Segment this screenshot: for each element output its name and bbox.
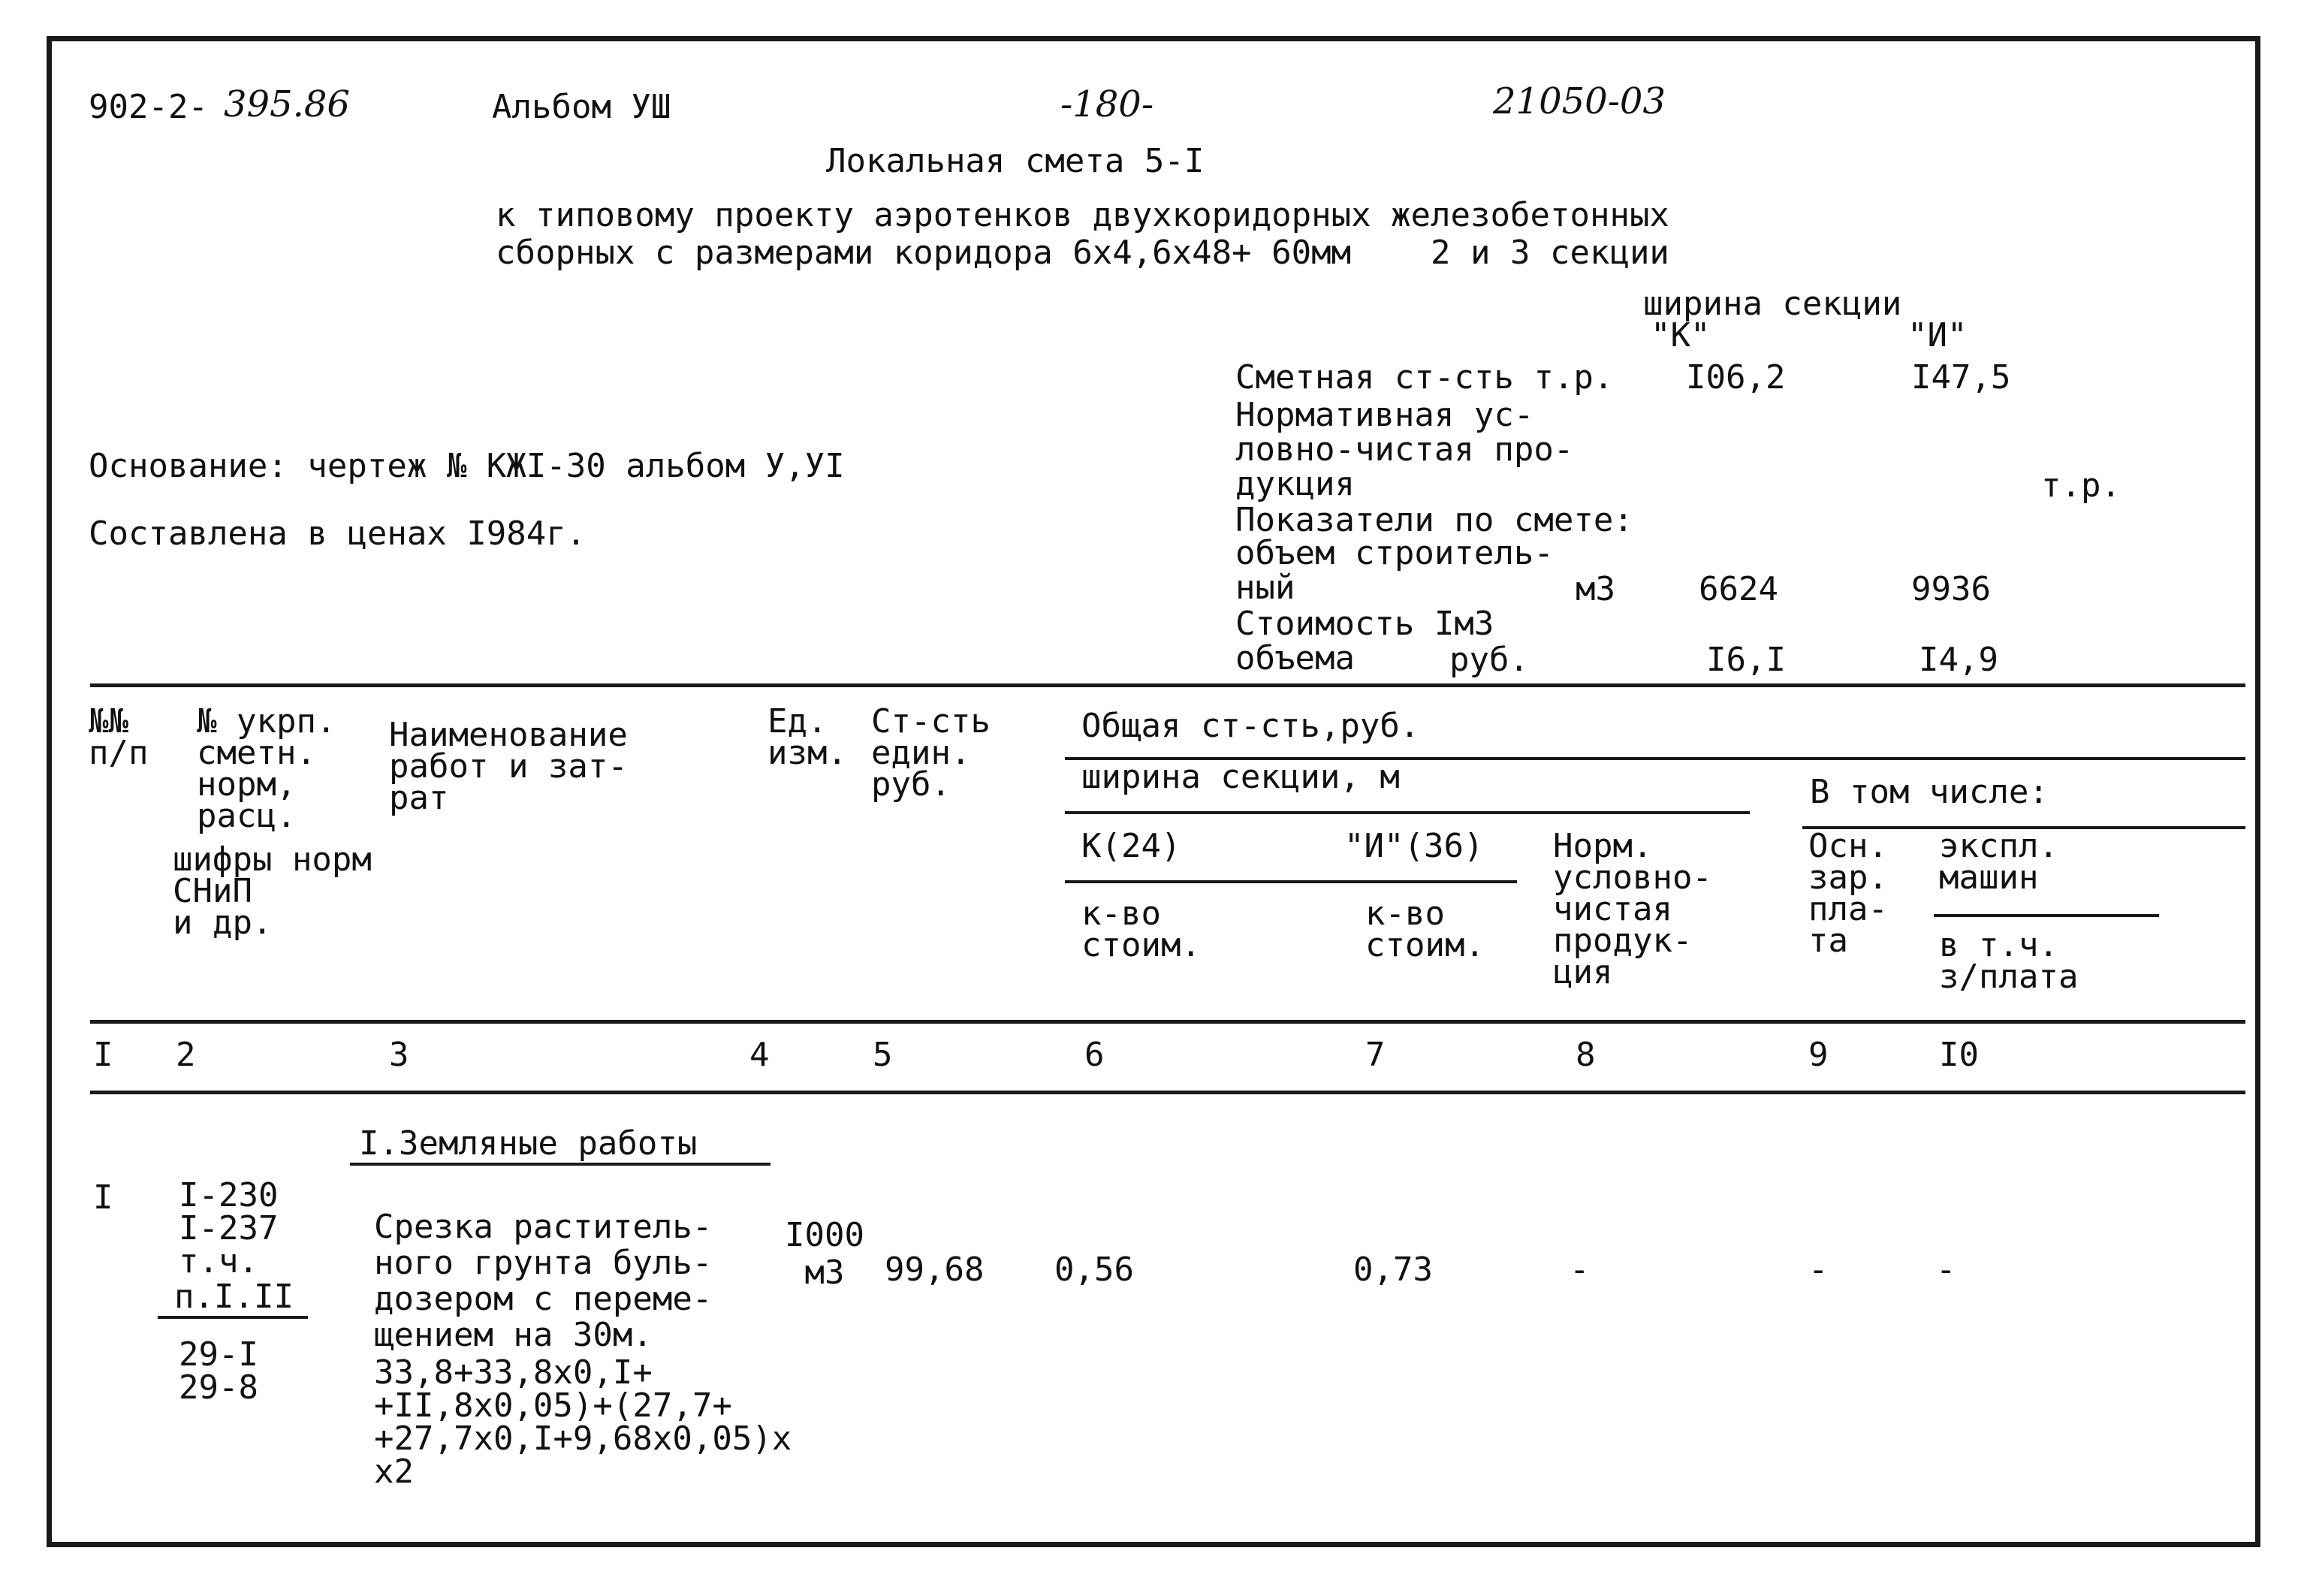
- volume-k: 6624: [1699, 570, 1778, 608]
- header-k24: К(24): [1081, 827, 1181, 865]
- column-number-7: 7: [1365, 1036, 1386, 1074]
- basis-prices: Составлена в ценах I984г.: [89, 514, 587, 553]
- header-norm-codes-extra: шифры норм СНиП и др.: [173, 840, 372, 942]
- row-work-name: Срезка раститель- ного грунта буль- дозером с переме- щением на 30м.: [374, 1208, 713, 1354]
- header-unit-price: Ст-сть един. руб.: [871, 702, 991, 804]
- row-norm-codes-underlined: п.I.II: [174, 1278, 294, 1316]
- header-base-salary: Осн. зар. пла- та: [1808, 827, 1888, 960]
- column-number-1: I: [93, 1036, 113, 1074]
- header-work-name: Наименование работ и зат- рат: [389, 716, 628, 817]
- column-number-10: I0: [1939, 1036, 1979, 1074]
- unit-cost-k: I6,I: [1706, 641, 1786, 679]
- header-norm-codes: № укрп. сметн. норм, расц.: [197, 702, 336, 835]
- row-norm-codes-extra: 29-I 29-8: [179, 1335, 258, 1407]
- row-calculation: 33,8+33,8х0,I+ +II,8х0,05)+(27,7+ +27,7х0,I+9,68х0,05)х х2: [374, 1353, 792, 1491]
- archive-number: 21050-03: [1493, 80, 1666, 122]
- section-title-underline: [350, 1163, 771, 1166]
- estimate-subtitle-line1: к типовому проекту аэротенков двухкоридорных железобетонных: [496, 196, 1669, 234]
- row-norm-codes: I-230 I-237 т.ч.: [179, 1176, 279, 1281]
- header-row-number: №№ п/п: [89, 702, 149, 772]
- page-number: -180-: [1060, 83, 1154, 125]
- basis-drawing: Основание: чертеж № КЖI-30 альбом У,УI: [89, 447, 845, 485]
- row-cost-i: 0,73: [1353, 1251, 1433, 1289]
- summary-col-i: "И": [1907, 316, 1968, 354]
- row-base-salary: -: [1808, 1251, 1829, 1289]
- header-norm-product: Норм. условно- чистая продук- ция: [1553, 827, 1712, 991]
- estimate-title: Локальная смета 5-I: [826, 142, 1205, 180]
- column-numbers-rule: [90, 1091, 2245, 1094]
- row-cost-k: 0,56: [1054, 1251, 1134, 1289]
- header-total-cost: Общая ст-сть,руб.: [1081, 707, 1420, 745]
- album-label: Альбом УШ: [492, 88, 671, 126]
- volume-i: 9936: [1911, 570, 1991, 608]
- header-i36: "И"(36): [1344, 827, 1484, 865]
- estimated-cost-i: I47,5: [1911, 358, 2011, 397]
- unit-cost-i: I4,9: [1919, 641, 1998, 679]
- header-in-total: В том числе:: [1810, 773, 2049, 811]
- header-unit: Ед. изм.: [767, 702, 847, 772]
- machines-subrule: [1934, 914, 2159, 917]
- row-number: I: [93, 1178, 113, 1217]
- column-number-3: 3: [389, 1036, 409, 1074]
- header-qty-cost-k: к-во стоим.: [1081, 895, 1201, 964]
- document-code-handwritten: 395.86: [224, 83, 350, 125]
- estimate-subtitle-line2: сборных с размерами коридора 6х4,6х48+ 60мм 2 и 3 секции: [496, 234, 1669, 272]
- estimated-cost-label: Сметная ст-сть т.р.: [1235, 358, 1614, 397]
- column-number-6: 6: [1084, 1036, 1105, 1074]
- normative-product-label: Нормативная ус- ловно-чистая про- дукция: [1235, 396, 1574, 503]
- document-code-prefix: 902-2-: [89, 88, 208, 126]
- summary-width-header: ширина секции: [1643, 285, 1902, 323]
- column-number-5: 5: [873, 1036, 893, 1074]
- column-number-2: 2: [176, 1036, 196, 1074]
- unit-cost-label: Стоимость Iм3 объема: [1235, 605, 1494, 677]
- unit-cost-unit: руб.: [1449, 641, 1529, 679]
- estimated-cost-k: I06,2: [1686, 358, 1786, 397]
- header-qty-cost-i: к-во стоим.: [1365, 895, 1485, 964]
- column-number-9: 9: [1808, 1036, 1829, 1074]
- section-width-rule: [1065, 811, 1750, 814]
- summary-col-k: "К": [1651, 316, 1711, 354]
- volume-label: объем строитель- ный: [1235, 534, 1554, 607]
- normative-product-unit: т.р.: [2041, 466, 2121, 505]
- row-norm-codes-underline: [158, 1316, 308, 1319]
- header-bottom-rule: [90, 1020, 2245, 1024]
- header-section-width: ширина секции, м: [1081, 758, 1400, 796]
- section-title: I.Земляные работы: [359, 1124, 698, 1163]
- row-norm-product: -: [1570, 1251, 1590, 1289]
- row-machines: -: [1936, 1251, 1956, 1289]
- row-unit: I000 м3: [785, 1216, 864, 1292]
- header-machines: экспл. машин: [1939, 827, 2058, 897]
- k-i-subrule: [1065, 880, 1517, 883]
- volume-unit: м3: [1576, 570, 1615, 608]
- row-unit-price: 99,68: [885, 1251, 985, 1289]
- column-number-8: 8: [1576, 1036, 1596, 1074]
- indicators-label: Показатели по смете:: [1235, 501, 1633, 539]
- column-number-4: 4: [749, 1036, 770, 1074]
- table-top-rule: [90, 683, 2245, 687]
- header-machines-salary: в т.ч. з/плата: [1939, 926, 2079, 996]
